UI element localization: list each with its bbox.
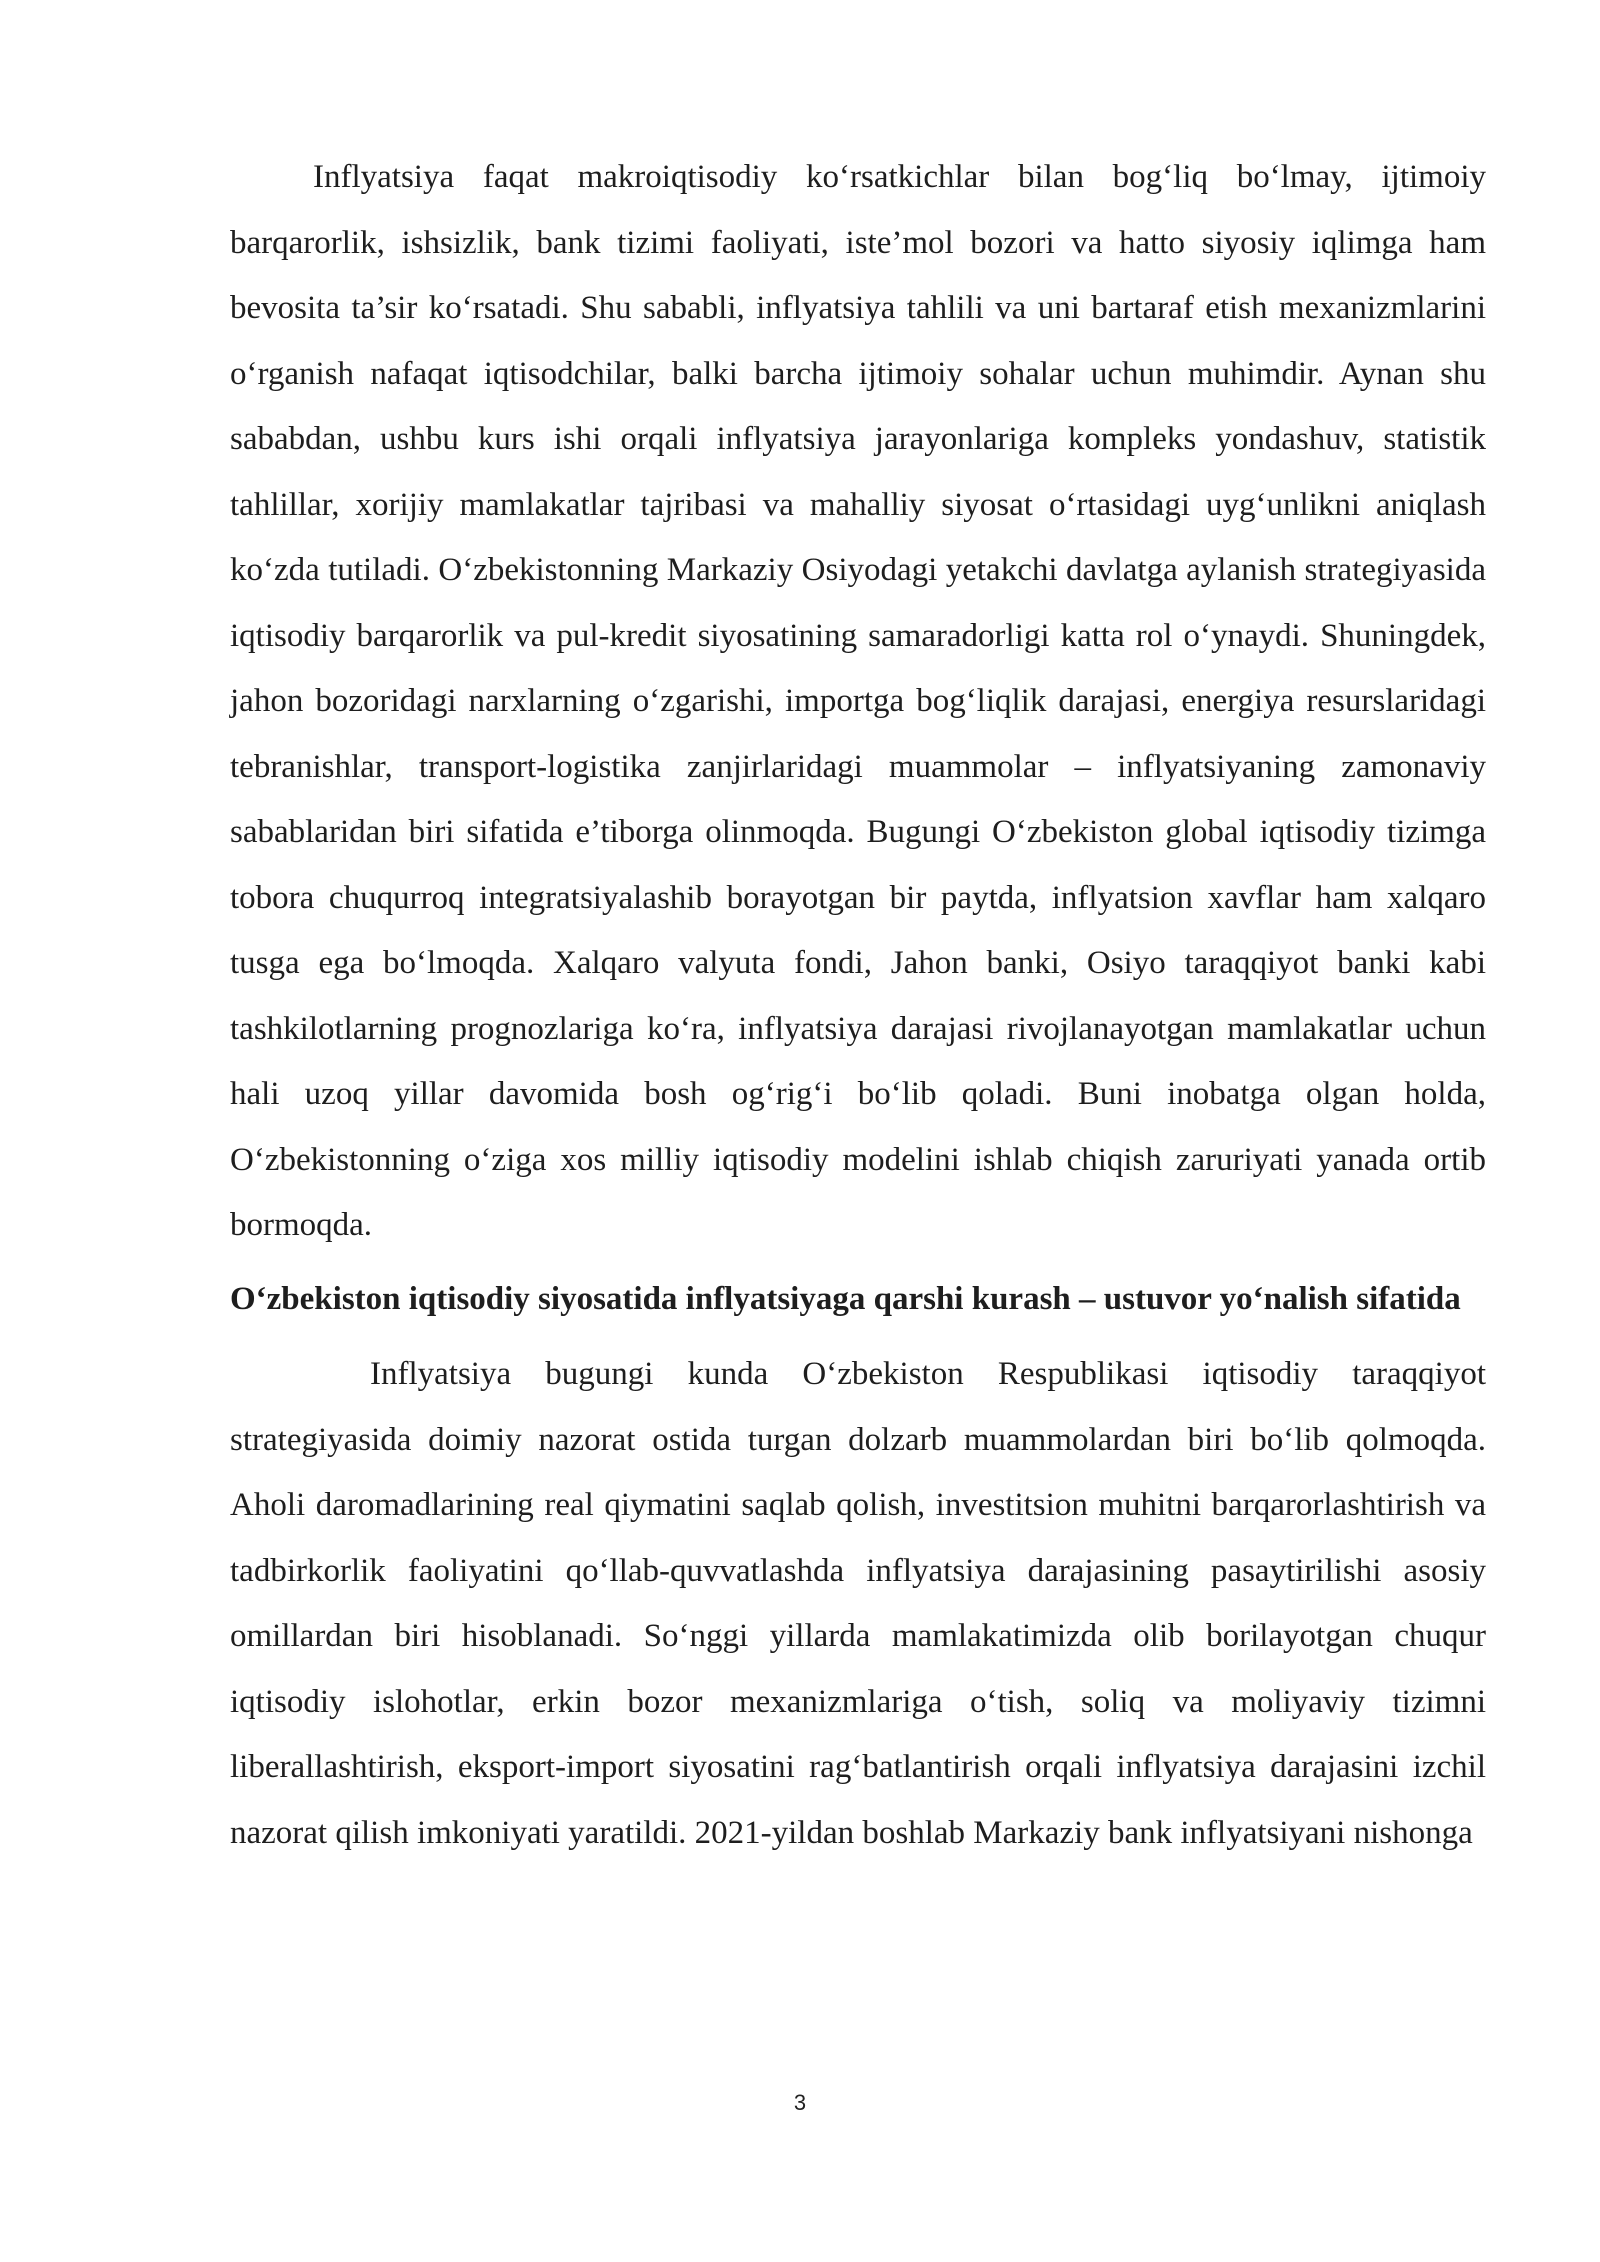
page-content: [230, 145, 1486, 1866]
body-paragraph-1: Inflyatsiya faqat makroiqtisodiy ko‘rsatkichlar bilan bog‘liq bo‘lmay, ijtimoiy barqarorlik, ishsizlik, bank tizimi faoliyati, iste’mol bozori va hatto siyosiy iqlimga ham bevosita ta’sir ko‘rsatadi. Shu sababli, inflyatsiya tahlili va uni bartaraf etish mexanizmlarini o‘rganish nafaqat iqtisodchilar, balki barcha ijtimoiy sohalar uchun muhimdir. Aynan shu sababdan, ushbu kurs ishi orqali inflyatsiya jarayonlariga kompleks yondashuv, statistik tahlillar, xorijiy mamlakatlar tajribasi va mahalliy siyosat o‘rtasidagi uyg‘unlikni aniqlash ko‘zda tutiladi. O‘zbekistonning Markaziy Osiyodagi yetakchi davlatga aylanish strategiyasida iqtisodiy barqarorlik va pul-kredit siyosatining samaradorligi katta rol o‘ynaydi. Shuningdek, jahon bozoridagi narxlarning o‘zgarishi, importga bog‘liqlik darajasi, energiya resurslaridagi tebranishlar, transport-logistika zanjirlaridagi muammolar – inflyatsiyaning zamonaviy sabablaridan biri sifatida e’tiborga olinmoqda. Bugungi O‘zbekiston global iqtisodiy tizimga tobora chuqurroq integratsiyalashib borayotgan bir paytda, inflyatsion xavflar ham xalqaro tusga ega bo‘lmoqda. Xalqaro valyuta fondi, Jahon banki, Osiyo taraqqiyot banki kabi tashkilotlarning prognozlariga ko‘ra, inflyatsiya darajasi rivojlanayotgan mamlakatlar uchun hali uzoq yillar davomida bosh og‘rig‘i bo‘lib qoladi. Buni inobatga olgan holda, O‘zbekistonning o‘ziga xos milliy iqtisodiy modelini ishlab chiqish zaruriyati yanada ortib bormoqda.: [230, 159, 1486, 1243]
page-number: 3: [793, 2090, 807, 2115]
section-heading: O‘zbekiston iqtisodiy siyosatida inflyatsiyaga qarshi kurash – ustuvor yo‘nalish sifatida: [230, 1280, 1461, 1317]
body-paragraph-2: Inflyatsiya bugungi kunda O‘zbekiston Respublikasi iqtisodiy taraqqiyot strategiyasida doimiy nazorat ostida turgan dolzarb muammolardan biri bo‘lib qolmoqda. Aholi daromadlarining real qiymatini saqlab qolish, investitsion muhitni barqarorlashtirish va tadbirkorlik faoliyatini qo‘llab-quvvatlashda inflyatsiya darajasining pasaytirilishi asosiy omillardan biri hisoblanadi. So‘nggi yillarda mamlakatimizda olib borilayotgan chuqur iqtisodiy islohotlar, erkin bozor mexanizmlariga o‘tish, soliq va moliyaviy tizimni liberallashtirish, eksport-import siyosatini rag‘batlantirish orqali inflyatsiya darajasini izchil nazorat qilish imkoniyati yaratildi. 2021-yildan boshlab Markaziy bank inflyatsiyani nishonga: [230, 1356, 1486, 1851]
